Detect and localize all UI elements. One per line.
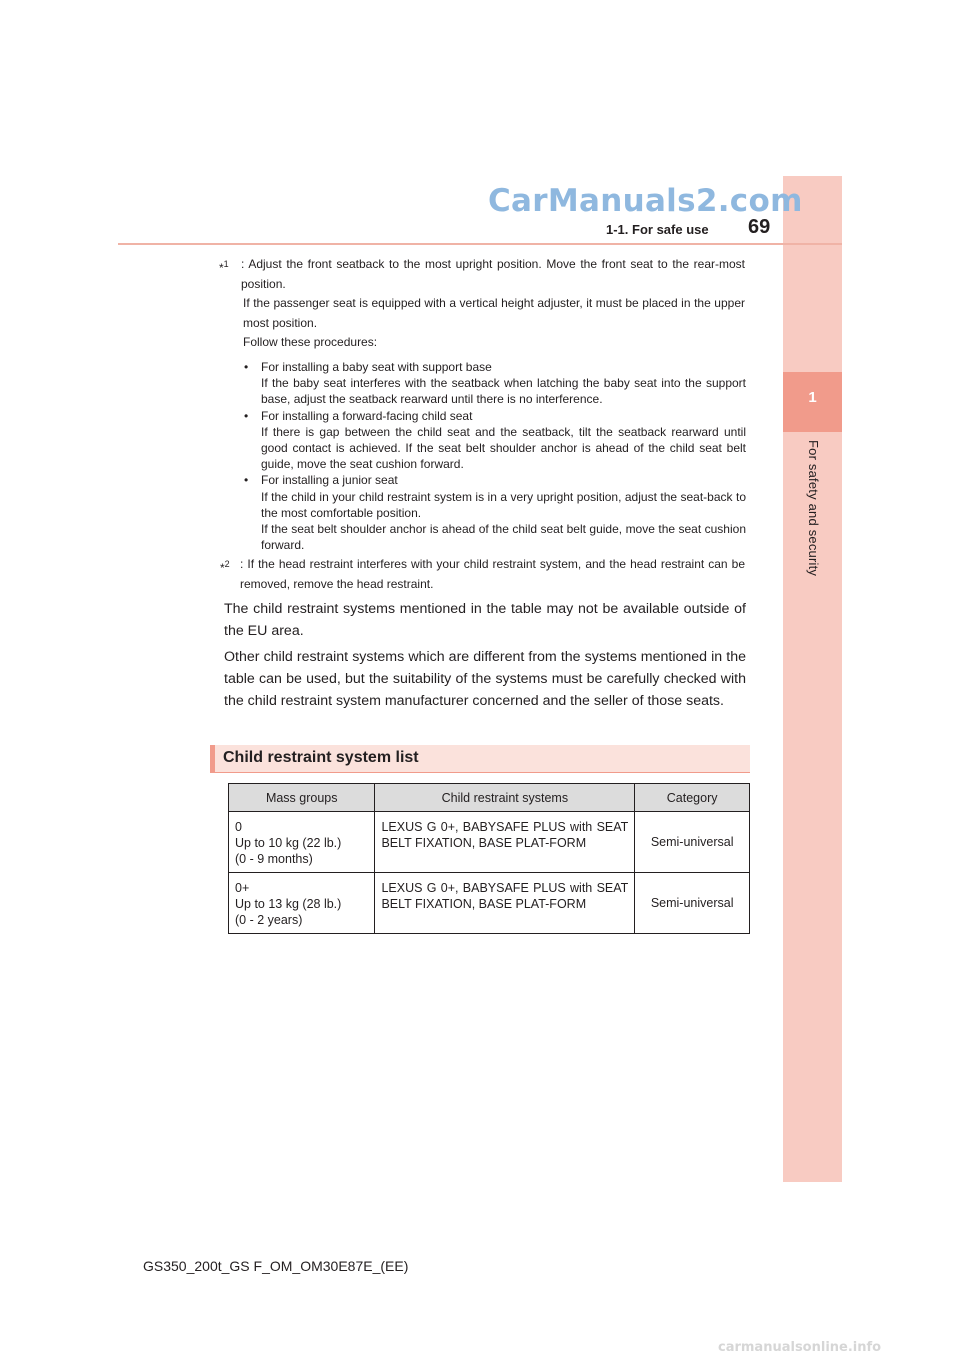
list-item — [244, 408, 746, 473]
footnote-1-line-3: Follow these procedures: — [243, 335, 378, 349]
bullet-icon: • — [244, 408, 249, 423]
chapter-side-tab — [783, 176, 842, 1182]
bullet-text: If the baby seat interferes with the seatback when latching the baby seat into the support base, adjust the seatback rearward until there is no interference. — [261, 376, 746, 407]
mass-group-cell — [229, 873, 375, 934]
bullet-icon: • — [244, 473, 249, 488]
system-cell: LEXUS G 0+, BABYSAFE PLUS with SEAT BELT FIXATION, BASE PLAT-FORM — [375, 873, 635, 934]
header-rule — [118, 243, 842, 245]
group-age: (0 - 2 years) — [235, 913, 303, 927]
list-item — [244, 472, 746, 553]
footnote-1 — [219, 255, 745, 353]
footnote-1-line-1: : Adjust the front seatback to the most upright position. Move the front seat to the rear-most position. — [241, 257, 745, 291]
group-label: 0+ — [235, 881, 250, 895]
footnote-2 — [220, 555, 745, 594]
bullet-title: For installing a forward-facing child seat — [261, 408, 473, 423]
page-number: 69 — [748, 216, 771, 238]
bullet-text: If the child in your child restraint system is in a very upright position, adjust the seat-back to the most comfortable position. — [261, 489, 746, 520]
group-mass: Up to 13 kg (28 lb.) — [235, 897, 342, 911]
footnote-2-text: : If the head restraint interferes with your child restraint system, and the head restraint can be removed, remove the head restraint. — [240, 557, 745, 591]
bullet-icon: • — [244, 360, 249, 374]
footnote-1-mark: *$^1$ — [219, 259, 229, 275]
bullet-text: If there is gap between the child seat and the seatback, tilt the seatback rearward until good contact is achieved. If the seat belt shoulder anchor is ahead of the child seat belt guide, move the seat cushion forward. — [261, 424, 746, 472]
child-restraint-table — [228, 783, 750, 934]
column-header-systems: Child restraint systems — [375, 784, 635, 812]
footnote-2-mark: *$^2$ — [220, 559, 230, 575]
column-header-mass-groups: Mass groups — [229, 784, 375, 812]
footnote-1-line-2: If the passenger seat is equipped with a vertical height adjuster, it must be placed in the upper most position. — [243, 296, 745, 330]
table-row — [229, 812, 750, 873]
paragraph-availability: The child restraint systems mentioned in the table may not be available outside of the EU area. — [224, 601, 746, 639]
group-age: (0 - 9 months) — [235, 852, 313, 866]
section-heading-underline — [210, 772, 750, 773]
system-cell: LEXUS G 0+, BABYSAFE PLUS with SEAT BELT FIXATION, BASE PLAT-FORM — [375, 812, 635, 873]
group-mass: Up to 10 kg (22 lb.) — [235, 836, 342, 850]
section-heading — [210, 745, 750, 773]
mass-group-cell — [229, 812, 375, 873]
chapter-number: 1 — [808, 389, 817, 406]
group-label: 0 — [235, 820, 242, 834]
table-header-row — [229, 784, 750, 812]
footnote-1-bullets — [244, 359, 746, 553]
watermark-footer: carmanualsonline.info — [718, 1340, 882, 1355]
document-code: GS350_200t_GS F_OM_OM30E87E_(EE) — [143, 1258, 409, 1274]
section-heading-bar — [210, 745, 215, 773]
paragraph-other-systems: Other child restraint systems which are different from the systems mentioned in the table can be used, but the suitability of the systems must be carefully checked with the child restraint system manufacturer concerned and the seller of those seats. — [224, 649, 746, 709]
section-title: Child restraint system list — [223, 749, 419, 766]
chapter-label: For safety and security — [806, 440, 821, 577]
category-cell: Semi-universal — [635, 812, 750, 873]
bullet-title: For installing a junior seat — [261, 473, 398, 488]
bullet-title: For installing a baby seat with support base — [261, 360, 492, 374]
list-item — [244, 359, 746, 408]
watermark-logo: CarManuals2.com — [488, 183, 803, 219]
column-header-category: Category — [635, 784, 750, 812]
bullet-text-2: If the seat belt shoulder anchor is ahead of the child seat belt guide, move the seat cushion forward. — [261, 522, 746, 553]
table-row — [229, 873, 750, 934]
section-header: 1-1. For safe use — [606, 222, 709, 237]
category-cell: Semi-universal — [635, 873, 750, 934]
